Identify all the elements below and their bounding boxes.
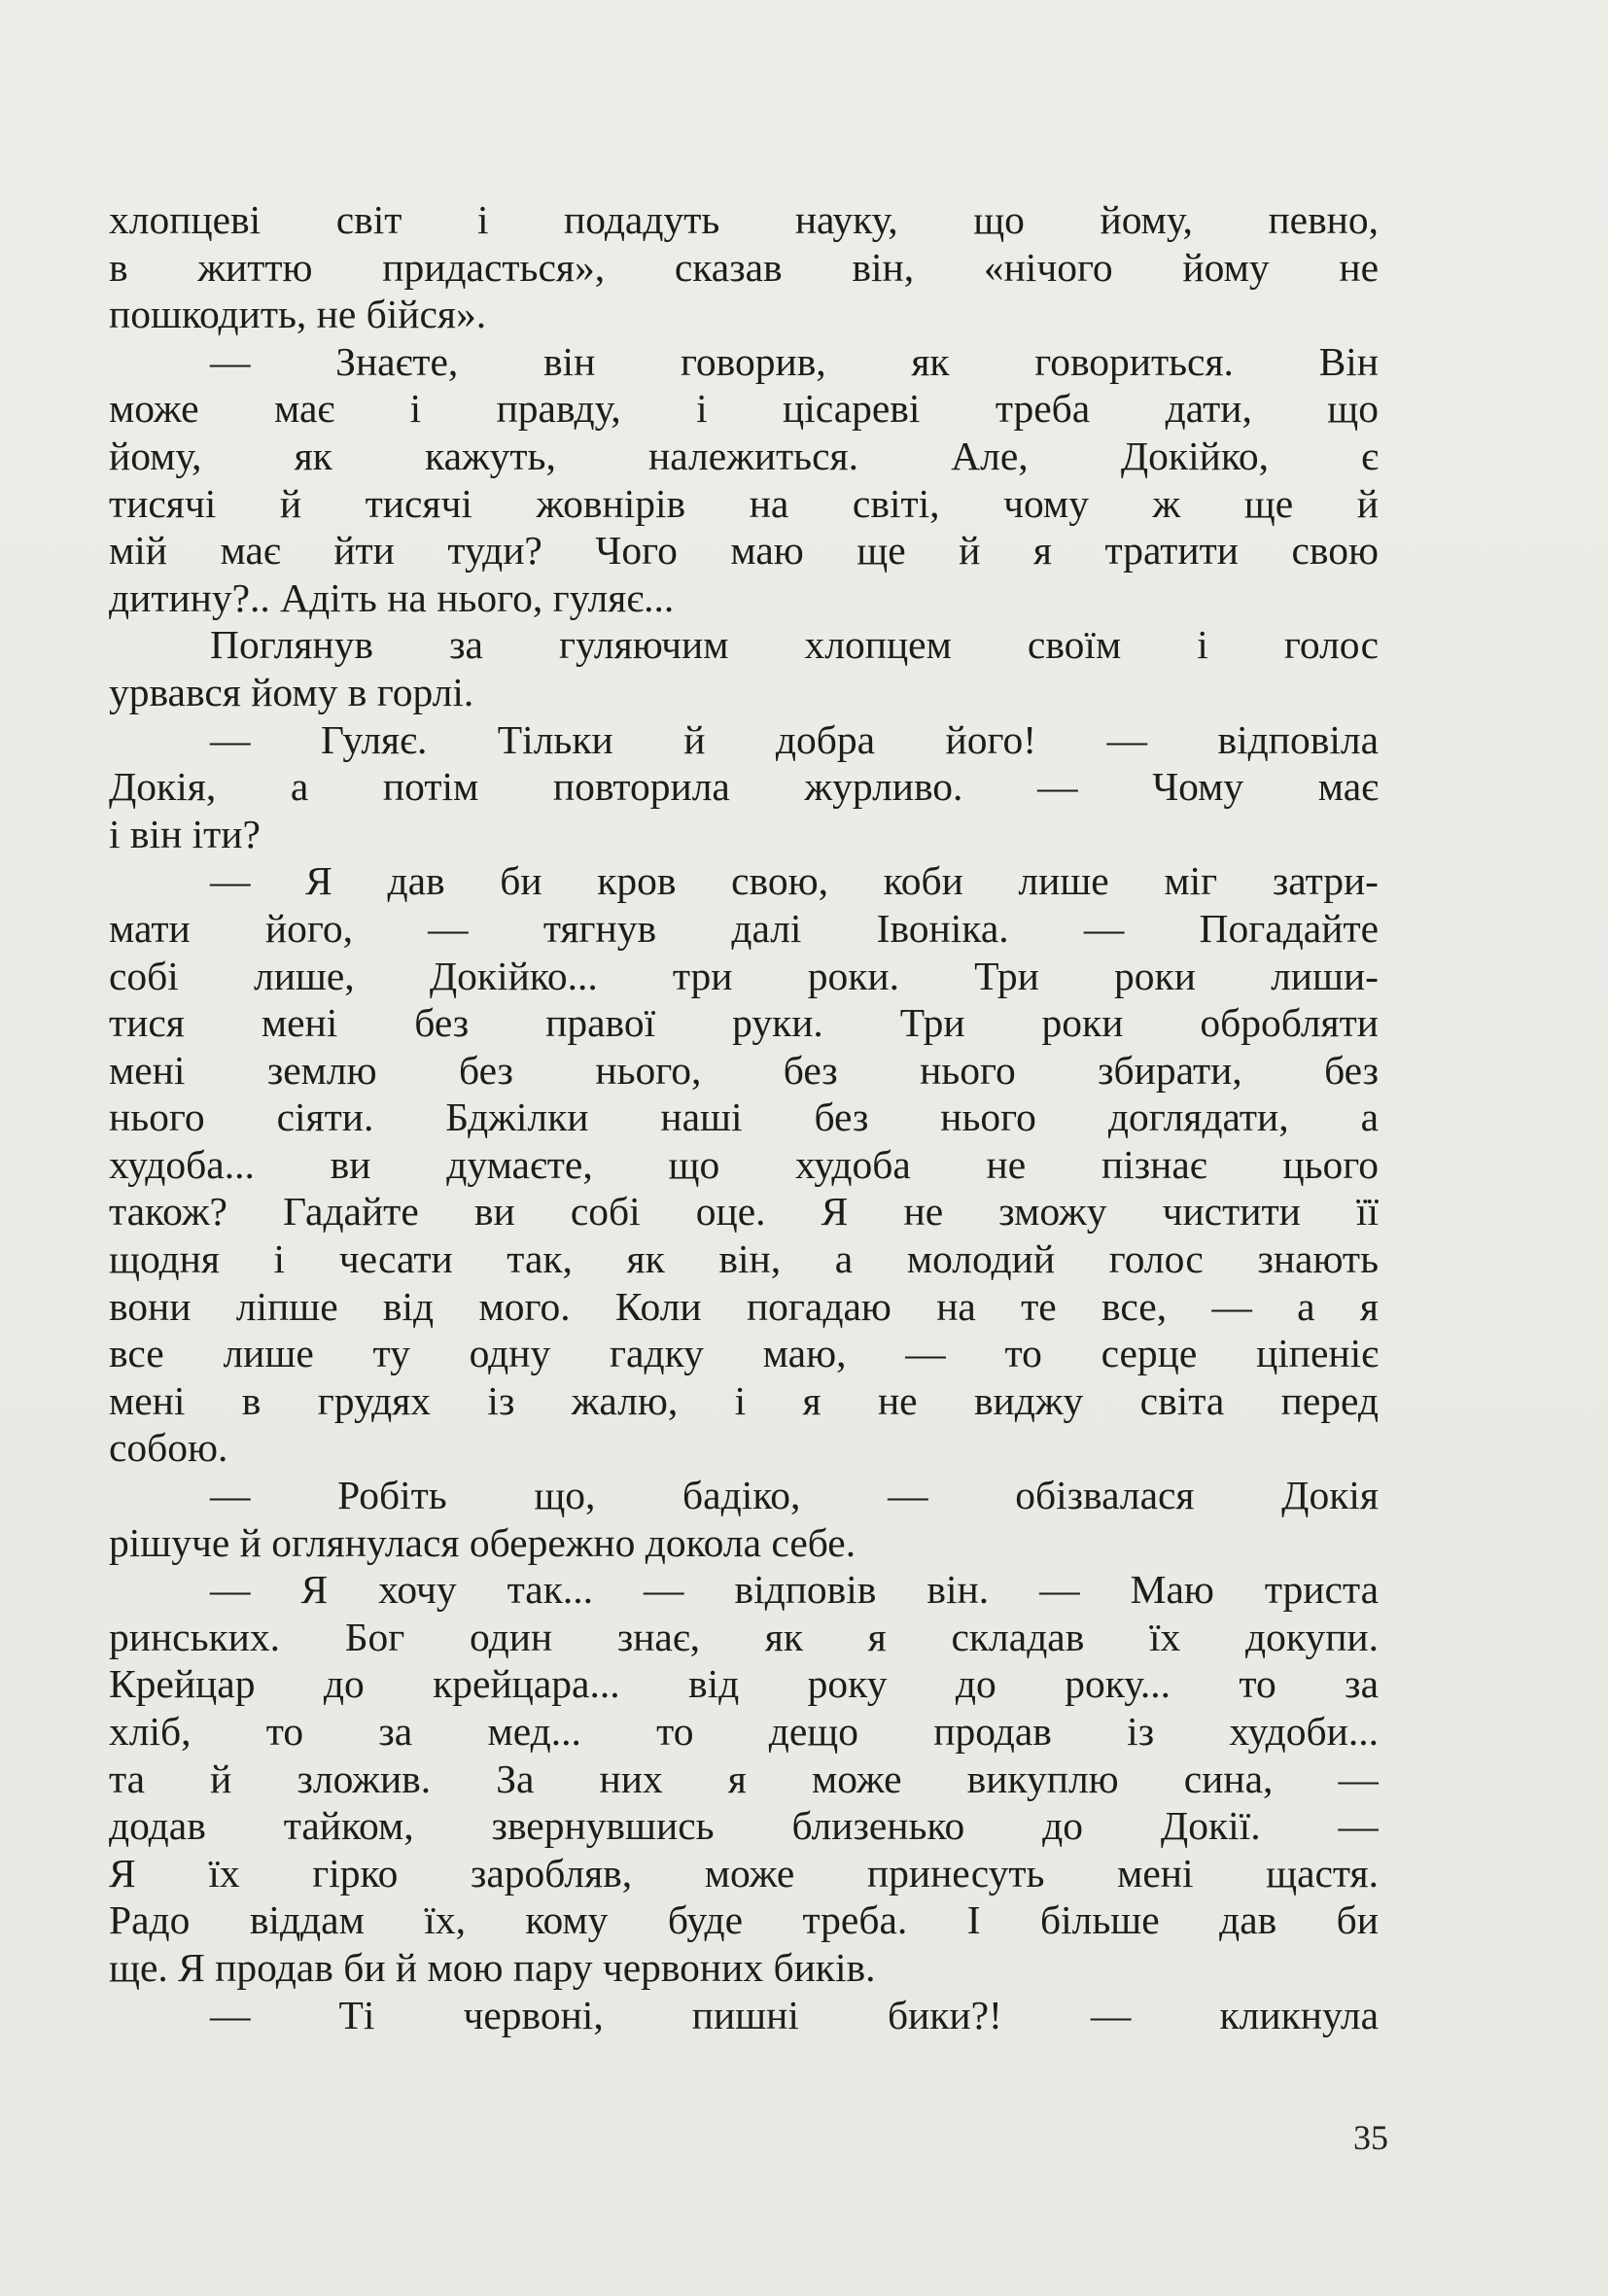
text-line: пошкодить, не бійся».	[109, 292, 487, 337]
text-line: ще. Я продав би й мою пару червоних биків.	[109, 1944, 876, 1990]
text-line: тисячі й тисячі жовнірів на світі, чому ж ще й	[109, 480, 1379, 526]
text-line: хлопцеві світ і подадуть науку, що йому, певно,	[109, 197, 1379, 242]
text-line: худоба... ви думаєте, що худоба не пізнає цього	[109, 1141, 1379, 1187]
paragraph	[109, 338, 1379, 622]
text-line: — Я дав би кров свою, коби лише міг затри-	[210, 858, 1379, 904]
text-line: мені в грудях із жалю, і я не виджу світа перед	[109, 1377, 1379, 1423]
text-line: та й зложив. За них я може викуплю сина, —	[109, 1756, 1379, 1801]
text-line: додав тайком, звернувшись близенько до Докії. —	[109, 1803, 1379, 1849]
paragraph	[109, 1566, 1379, 1991]
text-line: мій має йти туди? Чого маю ще й я тратити свою	[109, 528, 1379, 574]
text-line: урвався йому в горлі.	[109, 669, 474, 714]
text-line: — Гуляє. Тільки й добра його! — відповіла	[210, 716, 1379, 762]
page-number: 35	[1353, 2118, 1388, 2157]
text-line: мати його, — тягнув далі Івоніка. — Погадайте	[109, 905, 1379, 951]
paragraph	[109, 716, 1379, 858]
page-body-text	[109, 196, 1379, 2038]
text-line: — Робіть що, бадіко, — обізвалася Докія	[210, 1473, 1379, 1518]
text-line: Радо віддам їх, кому буде треба. І більше дав би	[109, 1897, 1379, 1943]
paragraph	[109, 621, 1379, 715]
text-line: ринських. Бог один знає, як я складав їх докупи.	[109, 1614, 1379, 1659]
paragraph	[109, 196, 1379, 338]
text-line: рішуче й оглянулася обережно докола себе.	[109, 1519, 856, 1565]
text-line: і він іти?	[109, 811, 261, 856]
text-line: собою.	[109, 1425, 228, 1471]
text-line: в життю придасться», сказав він, «нічого йому не	[109, 244, 1379, 290]
text-line: вони ліпше від мого. Коли погадаю на те все, — а я	[109, 1283, 1379, 1329]
text-line: йому, як кажуть, належиться. Але, Докійко, є	[109, 433, 1379, 478]
paragraph	[109, 1992, 1379, 2039]
paragraph	[109, 1472, 1379, 1566]
text-line: хліб, то за мед... то дещо продав із худоби...	[109, 1709, 1379, 1754]
text-line: — Я хочу так... — відповів він. — Маю триста	[210, 1567, 1379, 1613]
text-line: собі лише, Докійко... три роки. Три роки лиши-	[109, 953, 1379, 998]
text-line: мені землю без нього, без нього збирати, без	[109, 1047, 1379, 1093]
text-line: може має і правду, і цісареві треба дати, що	[109, 386, 1379, 432]
text-line: також? Гадайте ви собі оце. Я не зможу чистити її	[109, 1189, 1379, 1235]
text-line: — Знаєте, він говорив, як говориться. Він	[210, 338, 1379, 384]
text-line: Поглянув за гуляючим хлопцем своїм і голос	[210, 622, 1379, 668]
text-line: все лише ту одну гадку маю, — то серце ціпеніє	[109, 1331, 1379, 1376]
text-line: тися мені без правої руки. Три роки обробляти	[109, 1000, 1379, 1046]
text-line: Крейцар до крейцара... від року до року... то за	[109, 1661, 1379, 1707]
text-line: дитину?.. Адіть на нього, гуляє...	[109, 574, 675, 620]
text-line: — Ті червоні, пишні бики?! — кликнула	[210, 1992, 1379, 2037]
text-line: нього сіяти. Бджілки наші без нього доглядати, а	[109, 1095, 1379, 1140]
text-line: щодня і чесати так, як він, а молодий голос знають	[109, 1236, 1379, 1282]
text-line: Я їх гірко заробляв, може принесуть мені щастя.	[109, 1850, 1379, 1896]
paragraph	[109, 857, 1379, 1472]
text-line: Докія, а потім повторила журливо. — Чому має	[109, 764, 1379, 810]
